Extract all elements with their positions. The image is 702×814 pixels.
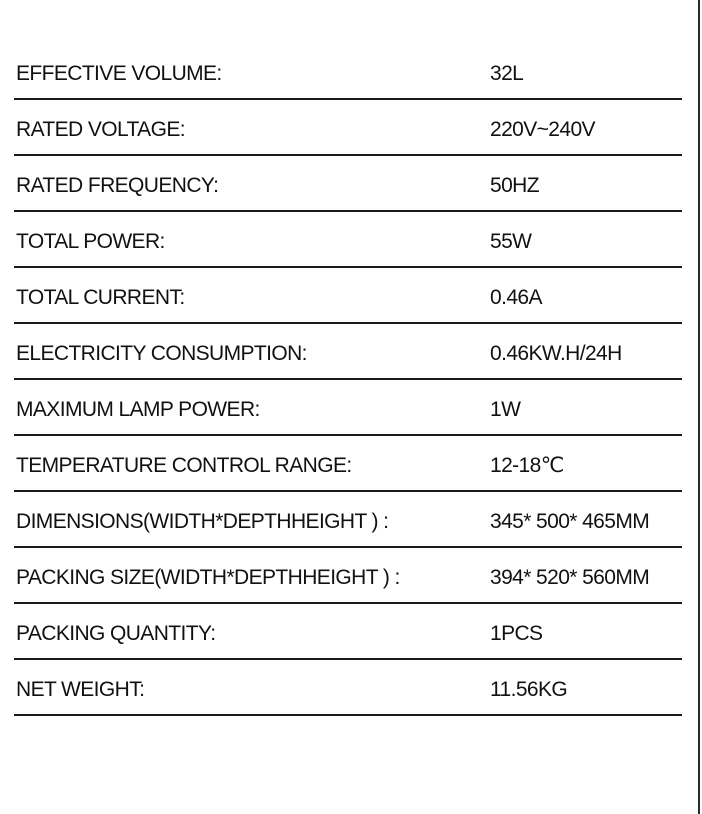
spec-row-dimensions	[14, 492, 682, 548]
spec-row-maximum-lamp-power	[14, 380, 682, 436]
spec-value: 55W	[490, 230, 532, 253]
spec-label: EFFECTIVE VOLUME:	[16, 62, 222, 85]
spec-row-packing-quantity	[14, 604, 682, 660]
spec-label: MAXIMUM LAMP POWER:	[16, 398, 260, 421]
spec-label: RATED FREQUENCY:	[16, 174, 219, 197]
spec-value: 345* 500* 465MM	[490, 510, 650, 533]
spec-row-total-power	[14, 212, 682, 268]
spec-label: TOTAL POWER:	[16, 230, 165, 253]
spec-label: PACKING QUANTITY:	[16, 622, 216, 645]
spec-value: 12-18℃	[490, 454, 564, 477]
spec-value: 0.46KW.H/24H	[490, 342, 622, 365]
spec-value: 220V~240V	[490, 118, 595, 141]
spec-value: 32L	[490, 62, 524, 85]
spec-label: RATED VOLTAGE:	[16, 118, 185, 141]
spec-label: DIMENSIONS(WIDTH*DEPTHHEIGHT ) :	[16, 510, 389, 533]
spec-label: TOTAL CURRENT:	[16, 286, 185, 309]
spec-row-temperature-control-range	[14, 436, 682, 492]
spec-table	[14, 44, 682, 716]
spec-row-rated-frequency	[14, 156, 682, 212]
spec-row-effective-volume	[14, 44, 682, 100]
spec-label: NET WEIGHT:	[16, 678, 145, 701]
spec-row-packing-size	[14, 548, 682, 604]
spec-label: TEMPERATURE CONTROL RANGE:	[16, 454, 352, 477]
spec-value: 1PCS	[490, 622, 543, 645]
page-edge-line	[698, 0, 700, 814]
spec-value: 11.56KG	[490, 678, 568, 701]
spec-label: ELECTRICITY CONSUMPTION:	[16, 342, 307, 365]
spec-value: 50HZ	[490, 174, 539, 197]
spec-value: 1W	[490, 398, 521, 421]
spec-row-electricity-consumption	[14, 324, 682, 380]
spec-value: 394* 520* 560MM	[490, 566, 650, 589]
spec-label: PACKING SIZE(WIDTH*DEPTHHEIGHT ) :	[16, 566, 400, 589]
spec-row-net-weight	[14, 660, 682, 716]
spec-row-rated-voltage	[14, 100, 682, 156]
spec-value: 0.46A	[490, 286, 542, 309]
spec-row-total-current	[14, 268, 682, 324]
